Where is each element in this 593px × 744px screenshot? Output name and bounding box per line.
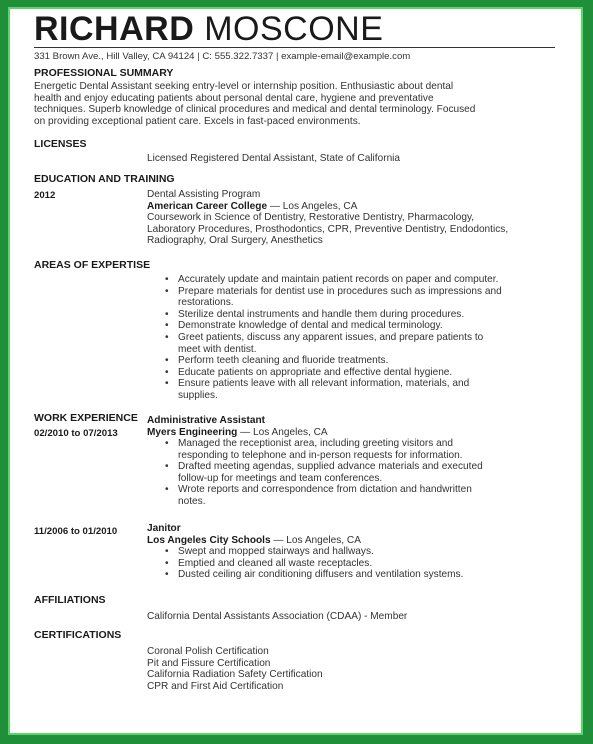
education-block xyxy=(147,189,508,247)
list-item: • Perform teeth cleaning and fluoride treatments. xyxy=(161,355,502,367)
expertise-list xyxy=(161,274,502,402)
list-item: • Swept and mopped stairways and hallways. xyxy=(161,546,463,558)
list-item: • Drafted meeting agendas, supplied advance materials and executed xyxy=(161,461,483,473)
education-heading: EDUCATION AND TRAINING xyxy=(34,173,175,185)
list-item: • Educate patients on appropriate and effective dental hygiene. xyxy=(161,367,502,379)
employer-location: — Los Angeles, CA xyxy=(237,426,328,438)
job-dates: 11/2006 to 01/2010 xyxy=(34,526,118,537)
list-item: • Wrote reports and correspondence from dictation and handwritten xyxy=(161,484,483,496)
summary-line: health and enjoy educating patients about personal dental care, hygiene and preventative xyxy=(34,92,434,104)
program-name: Dental Assisting Program xyxy=(147,189,261,200)
summary-heading: PROFESSIONAL SUMMARY xyxy=(34,67,174,79)
certification-item: Pit and Fissure Certification xyxy=(147,657,271,669)
certification-item: California Radiation Safety Certification xyxy=(147,669,323,681)
summary-text xyxy=(34,81,475,127)
list-item-continuation: follow-up for meetings and team conferences. xyxy=(178,472,383,484)
list-item: • Greet patients, discuss any apparent issues, and prepare patients to xyxy=(161,332,502,344)
employer-name: Myers Engineering xyxy=(147,426,238,438)
licenses-heading: LICENSES xyxy=(34,138,87,150)
education-date: 2012 xyxy=(34,190,56,201)
certification-item: Coronal Polish Certification xyxy=(147,646,269,657)
header-divider xyxy=(34,47,555,48)
employer-line xyxy=(147,427,328,439)
resume-page xyxy=(8,7,583,735)
employer-line xyxy=(147,535,361,547)
certifications-list xyxy=(147,646,323,692)
coursework-line: Laboratory Procedures, Prosthodontics, CPR, Preventive Dentistry, Endodontics, xyxy=(147,223,509,235)
list-item-continuation: restorations. xyxy=(178,297,234,309)
list-item-continuation: responding to telephone and in-person requests for information. xyxy=(178,449,463,461)
summary-line: techniques. Superb knowledge of clinical procedures and medical and dental terminology. Focused xyxy=(34,104,476,116)
employer-name: Los Angeles City Schools xyxy=(147,534,271,546)
job-dates: 02/2010 to 07/2013 xyxy=(34,428,118,439)
job-title: Administrative Assistant xyxy=(147,415,265,426)
school-line xyxy=(147,201,508,213)
list-item: • Demonstrate knowledge of dental and medical terminology. xyxy=(161,320,502,332)
list-item-continuation: meet with dentist. xyxy=(178,343,257,355)
job-header xyxy=(147,415,328,438)
job-title: Janitor xyxy=(147,523,181,534)
affiliations-heading: AFFILIATIONS xyxy=(34,594,106,606)
coursework-line: Radiography, Oral Surgery, Anesthetics xyxy=(147,235,323,247)
applicant-name xyxy=(34,10,383,49)
first-name: RICHARD xyxy=(34,10,195,48)
school-location: — Los Angeles, CA xyxy=(267,200,358,212)
summary-line: Energetic Dental Assistant seeking entry-level or internship position. Enthusiastic about dental xyxy=(34,81,454,92)
list-item-continuation: supplies. xyxy=(178,389,218,401)
contact-line: 331 Brown Ave., Hill Valley, CA 94124 | C: 555.322.7337 | example-email@example.com xyxy=(34,51,411,62)
list-item: • Ensure patients leave with all relevant information, materials, and xyxy=(161,378,502,390)
list-item-continuation: notes. xyxy=(178,495,206,507)
coursework-line: Coursework in Science of Dentistry, Restorative Dentistry, Pharmacology, xyxy=(147,212,475,224)
job-duties-list xyxy=(161,546,463,581)
list-item: • Emptied and cleaned all waste receptacles. xyxy=(161,558,463,570)
certifications-heading: CERTIFICATIONS xyxy=(34,629,122,641)
summary-line: on providing exceptional patient care. Excels in fast-paced environments. xyxy=(34,115,361,127)
list-item: • Prepare materials for dentist use in procedures such as impressions and xyxy=(161,286,502,298)
work-heading: WORK EXPERIENCE xyxy=(34,412,138,424)
list-item: • Sterilize dental instruments and handle them during procedures. xyxy=(161,309,502,321)
list-item: • Managed the receptionist area, including greeting visitors and xyxy=(161,438,483,450)
job-header xyxy=(147,523,361,546)
license-text: Licensed Registered Dental Assistant, State of California xyxy=(147,153,401,164)
certification-item: CPR and First Aid Certification xyxy=(147,680,284,692)
employer-location: — Los Angeles, CA xyxy=(270,534,361,546)
school-name: American Career College xyxy=(147,200,268,212)
job-duties-list xyxy=(161,438,483,508)
last-name: MOSCONE xyxy=(204,10,384,48)
list-item: • Dusted ceiling air conditioning diffusers and ventilation systems. xyxy=(161,569,463,581)
list-item: • Accurately update and maintain patient records on paper and computer. xyxy=(161,274,502,286)
expertise-heading: AREAS OF EXPERTISE xyxy=(34,259,151,271)
affiliation-text: California Dental Assistants Association (CDAA) - Member xyxy=(147,611,408,622)
